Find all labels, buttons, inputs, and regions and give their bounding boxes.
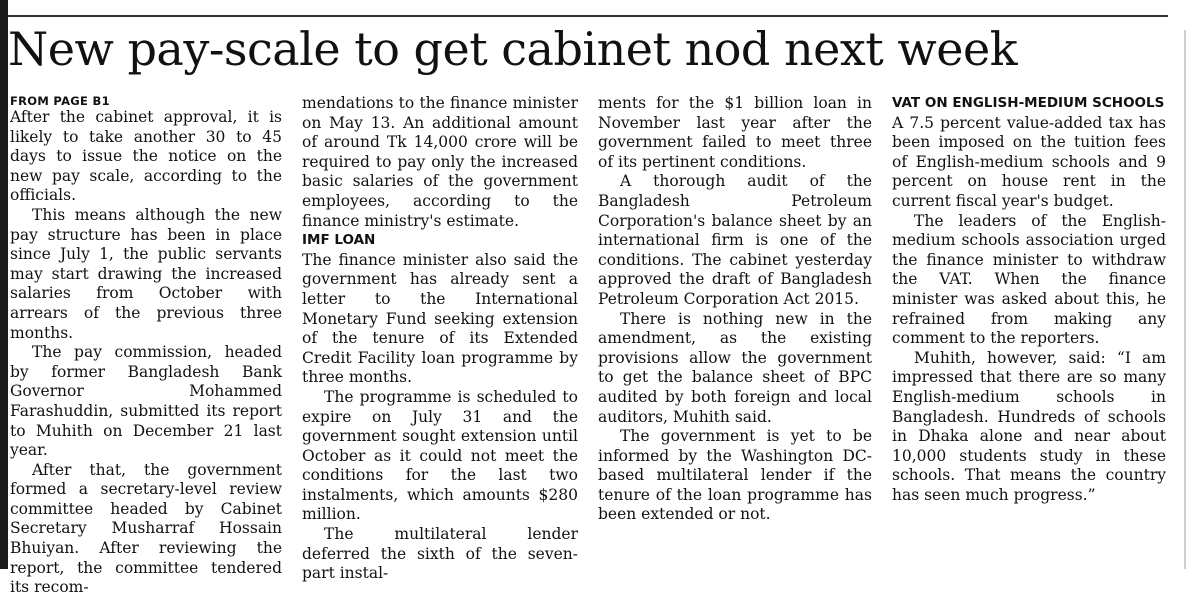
paragraph: Muhith, however, said: “I am impressed that there are so many English-medium schools in Bangladesh. Hundreds of schools in Dhaka alone and near about 10,000 students study in these schools. That means the country has seen much progress.”: [892, 348, 1166, 504]
article-column-3: [598, 94, 872, 525]
paragraph: The pay commission, headed by former Bangladesh Bank Governor Mohammed Farashuddin, submitted its report to Muhith on December 21 last year.: [10, 343, 282, 460]
paragraph: The multilateral lender deferred the sixth of the seven-part instal-: [302, 525, 578, 583]
paragraph: After the cabinet approval, it is likely to take another 30 to 45 days to issue the notice on the new pay scale, according to the officials.: [10, 108, 282, 205]
paragraph: ments for the $1 billion loan in November last year after the government failed to meet three of its pertinent conditions.: [598, 94, 872, 171]
article-column-4: [892, 94, 1166, 505]
paragraph: A thorough audit of the Bangladesh Petroleum Corporation's balance sheet by an international firm is one of the conditions. The cabinet yesterday approved the draft of Bangladesh Petroleum Corporation Act 2015.: [598, 172, 872, 308]
paragraph: There is nothing new in the amendment, as the existing provisions allow the government to get the balance sheet of BPC audited by both foreign and local auditors, Muhith said.: [598, 309, 872, 426]
article-column-2: [302, 94, 578, 584]
jump-line: FROM PAGE B1: [10, 94, 110, 108]
paragraph: mendations to the finance minister on May 13. An additional amount of around Tk 14,000 crore will be required to pay only the increased basic salaries of the government employees, according to the finance ministry's estimate.: [302, 94, 578, 230]
paragraph: A 7.5 percent value-added tax has been imposed on the tuition fees of English-medium schools and 9 percent on house rent in the current fiscal year's budget.: [892, 113, 1166, 210]
left-margin-bar: [0, 0, 8, 569]
right-column-rule: [1184, 30, 1186, 569]
top-rule: [8, 15, 1168, 17]
paragraph: After that, the government formed a secretary-level review committee headed by Cabinet Secretary Musharraf Hossain Bhuiyan. After reviewing the report, the committee tendered its recom-: [10, 460, 282, 597]
paragraph: The finance minister also said the government has already sent a letter to the International Monetary Fund seeking extension of the tenure of its Extended Credit Facility loan programme by three months.: [302, 250, 578, 387]
headline: New pay-scale to get cabinet nod next week: [8, 22, 1018, 76]
paragraph: The government is yet to be informed by the Washington DC-based multilateral lender if the tenure of the loan programme has been extended or not.: [598, 427, 872, 524]
article-column-1: [10, 94, 282, 598]
paragraph: The leaders of the English-medium schools association urged the finance minister to withdraw the VAT. When the finance minister was asked about this, he refrained from making any comment to the reporters.: [892, 211, 1166, 348]
subhead-imf-loan: IMF LOAN: [302, 232, 376, 249]
subhead-vat: VAT ON ENGLISH-MEDIUM SCHOOLS: [892, 95, 1165, 111]
paragraph: The programme is scheduled to expire on July 31 and the government sought extension until October as it could not meet the conditions for the last two instalments, which amounts $280 million.: [302, 387, 578, 524]
paragraph: This means although the new pay structure has been in place since July 1, the public servants may start drawing the increased salaries from October with arrears of the previous three months.: [10, 205, 282, 342]
